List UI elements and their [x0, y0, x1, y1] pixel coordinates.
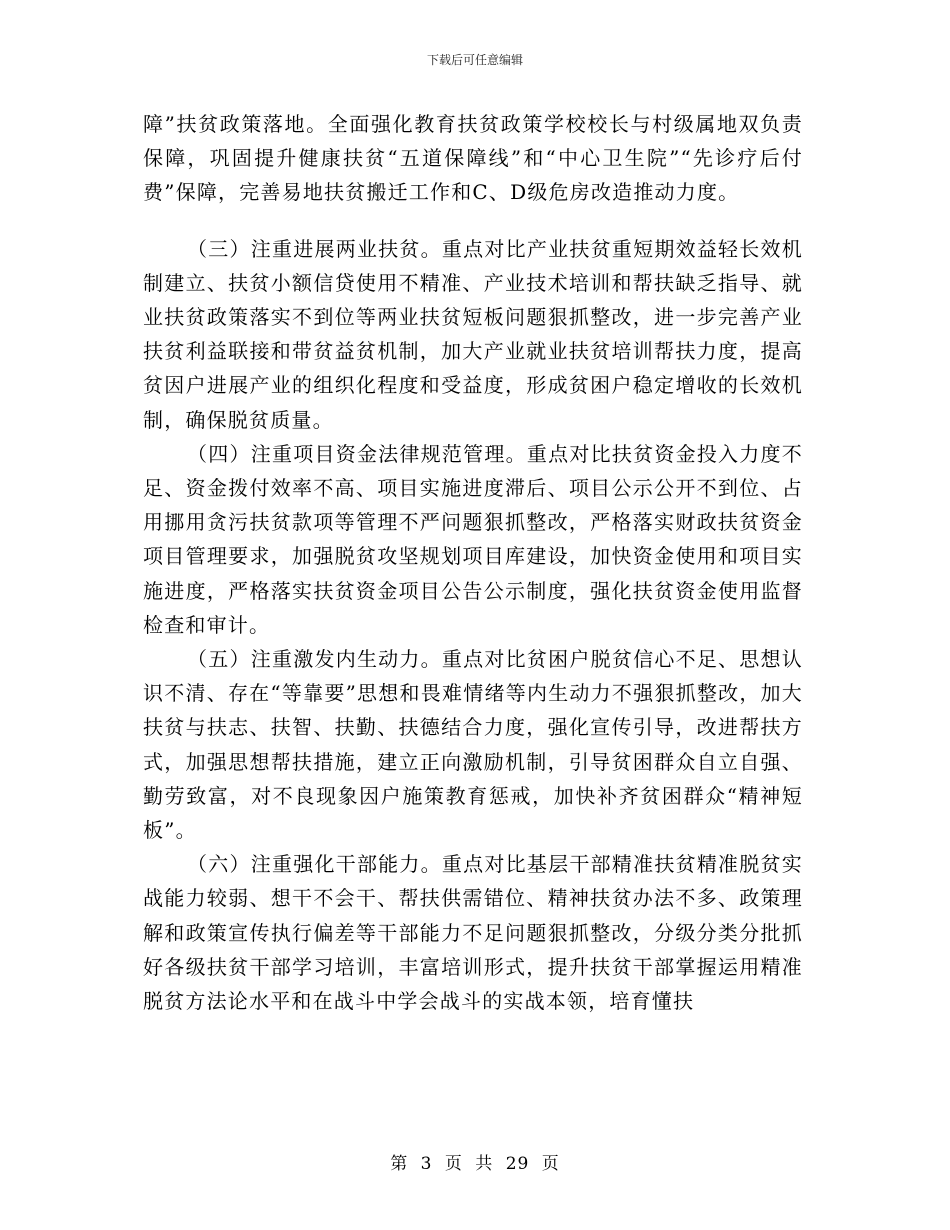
paragraph-section-3: （三）注重进展两业扶贫。重点对比产业扶贫重短期效益轻长效机制建立、扶贫小额信贷使用不精准、产业技术培训和帮扶缺乏指导、就业扶贫政策落实不到位等两业扶贫短板问题狠抓整改，进一步完善产业扶贫利益联接和带贫益贫机制，加大产业就业扶贫培训帮扶力度，提高贫因户进展产业的组织化程度和受益度，形成贫困户稳定增收的长效机制，确保脱贫质量。 — [143, 236, 803, 432]
document-body — [143, 107, 803, 1018]
paragraph-section-4: （四）注重项目资金法律规范管理。重点对比扶贫资金投入力度不足、资金拨付效率不高、项目实施进度滞后、项目公示公开不到位、占用挪用贪污扶贫款项等管理不严问题狠抓整改，严格落实财政扶贫资金项目管理要求，加强脱贫攻坚规划项目库建设，加快资金使用和项目实施进度，严格落实扶贫资金项目公告公示制度，强化扶贫资金使用监督检查和审计。 — [143, 441, 803, 637]
page-header-note: 下载后可任意编辑 — [426, 53, 523, 67]
paragraph-section-5: （五）注重激发内生动力。重点对比贫困户脱贫信心不足、思想认识不清、存在“等靠要”思想和畏难情绪等内生动力不强狠抓整改，加大扶贫与扶志、扶智、扶勤、扶德结合力度，强化宣传引导，改进帮扶方式，加强思想帮扶措施，建立正向激励机制，引导贫困群众自立自强、勤劳致富，对不良现象因户施策教育惩戒，加快补齐贫困群众“精神短板”。 — [143, 647, 803, 843]
page-number-footer: 第 3 页 共 29 页 — [390, 1154, 560, 1174]
paragraph-continuation: 障”扶贫政策落地。全面强化教育扶贫政策学校校长与村级属地双负责保障，巩固提升健康扶贫“五道保障线”和“中心卫生院”“先诊疗后付费”保障，完善易地扶贫搬迁工作和C、D级危房改造推动力度。 — [143, 112, 803, 205]
paragraph-section-6: （六）注重强化干部能力。重点对比基层干部精准扶贫精准脱贫实战能力较弱、想干不会干、帮扶供需错位、精神扶贫办法不多、政策理解和政策宣传执行偏差等干部能力不足问题狠抓整改，分级分类分批抓好各级扶贫干部学习培训，丰富培训形式，提升扶贫干部掌握运用精准脱贫方法论水平和在战斗中学会战斗的实战本领，培育懂扶 — [143, 852, 803, 1014]
